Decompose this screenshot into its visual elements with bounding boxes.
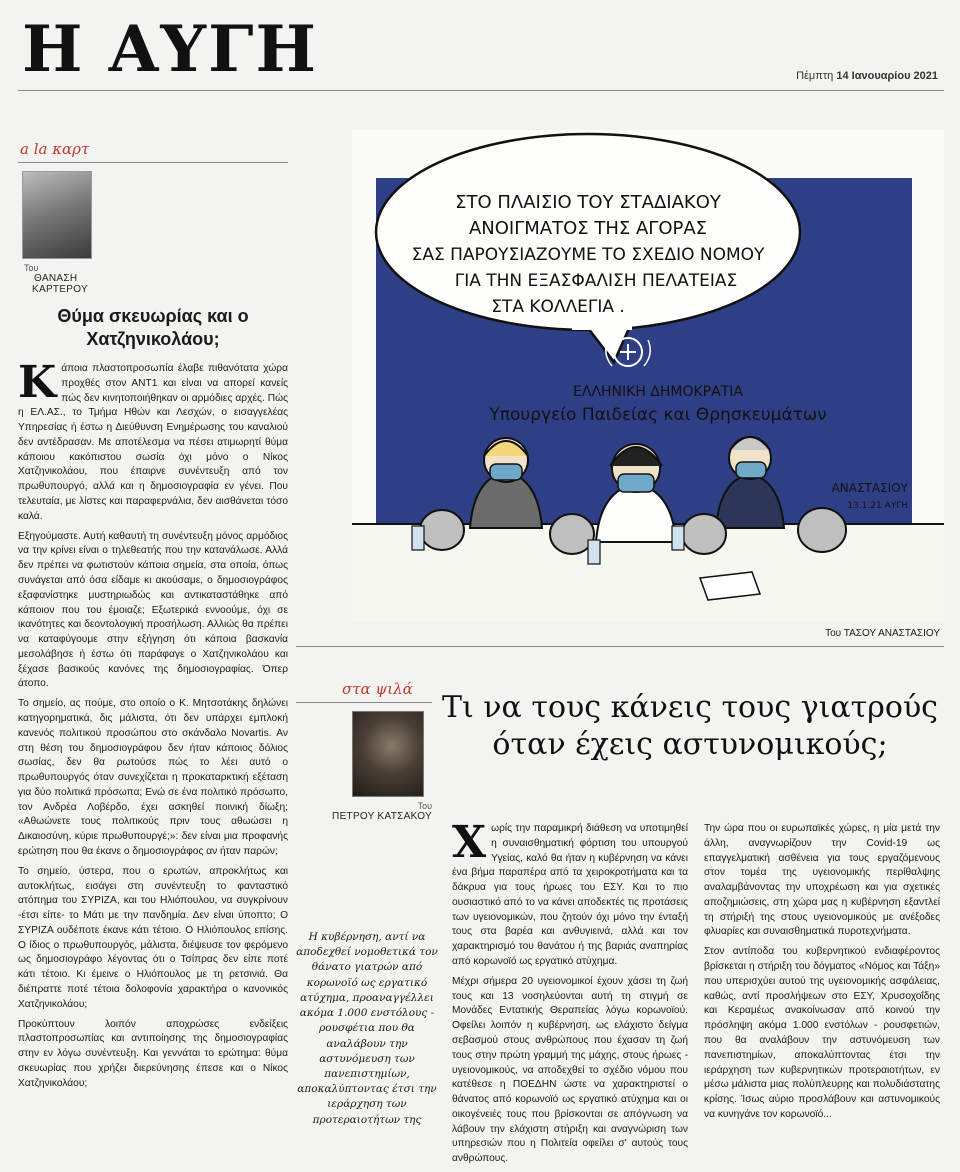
paragraph: Το σημείο, ύστερα, που ο ερωτών, απροκλήτως και αυτοκλήτως, εισάγει στη συνέντευξη το φανταστικό ατόπημα του ΣΥΡΙΖΑ, και του Ηλιόπουλου, να συγκρίνουν -έτσι είπε- το Μάτι με την πανδημία. Δεν είναι ύποπτο; Ο ΣΥΡΙΖΑ ουδέποτε έκανε κάτι τέτοιο. Ο Ηλιόπουλος επίσης. Ο ίδιος ο πρωθυπουργός, μάλιστα, διέψευσε τον φερόμενο ως δημοσιογράφο λέγοντας ότι ο Τσίπρας δεν είπε ποτέ κάτι τέτοιο. Κι έμεινε ο Ηλιόπουλος με τη ρετσινιά. Θα διέπραττε ποτέ τέτοια δολοφονία χαρακτήρα ο κανονικός Χατζηνικολάου; [18, 865, 288, 1010]
cartoon-signature: ΑΝΑΣΤΑΣΙΟΥ [831, 481, 908, 495]
paragraph: Το σημείο, ας πούμε, στο οποίο ο Κ. Μητσοτάκης δηλώνει κατηγορηματικά, δις μάλιστα, ότι δεν υπάρχει εμπλοκή κανενός πολιτικού προσώπου στο σκάνδαλο Novartis. Αν στη θέση του δημοσιογράφου δεν ήταν κάποιος δόλιος σωσίας, δεν θα ρωτούσε πώς το λέει αυτό ο πρωθυπουργός όταν συνεχίζεται η προκαταρκτική εξέταση για δύο πολιτικά πρόσωπα; Ενώ σε ένα πολιτικό πρόσωπο, τον Ανδρέα Λοβέρδο, έχει ασκηθεί ποινική δίωξη; «Αθωώνετε τους πολιτικούς πριν τους αθωώσει η Δικαιοσύνη, κύριε πρωθυπουργέ;»: δεν είναι μια προφανής ερώτηση που θα έκανε ο δημοσιογράφος αν ήταν παρών; [18, 698, 288, 857]
paragraph: Εξηγούμαστε. Αυτή καθαυτή τη συνέντευξη μόνος αρμόδιος να την κρίνει είναι ο τηλεθεατής που την κατανάλωσε. Αλλά δεν πρέπει να φωτιστούν κάποια σημεία, στα οποία, όπως συνάγεται από όσα είδαμε κι ακούσαμε, ο δημοσιογράφος εξαφανίστηκε μυστηριωδώς και αντικαταστάθηκε από κάποιον που του έμοιαζε; Εξωτερικά εννοούμε, όχι σε ικανότητες και δεοντολογική προσήλωση. Αλλιώς θα πρέπει να καταφύγουμε στην εξήγηση ότι κάποια βασκανία μεσολάβησε ή έστω ότι παράφαγε ο Χατζηνικολάου και ξέχασε βασικούς κανόνες της δημοσιογραφίας. Όπερ άτοπο. [18, 530, 288, 690]
cartoon-signature-date: 13.1.21 ΑΥΓΗ [847, 501, 908, 511]
speech-line-1: ΣΤΟ ΠΛΑΙΣΙΟ ΤΟΥ ΣΤΑΔΙΑΚΟΥ [455, 192, 721, 213]
banner-line-1: ΕΛΛΗΝΙΚΗ ΔΗΜΟΚΡΑΤΙΑ [573, 384, 743, 400]
masthead-title: Η ΑΥΓΗ [22, 12, 318, 87]
pull-quote: Η κυβέρνηση, αντί να αποδεχθεί νομοθετικά τον θάνατο γιατρών από κορωνοϊό ως εργατικό ατύχημα, προαναγγέλλει ακόμα 1.000 ενστόλους - ρουσφέτια που θα αναλάβουν την αστυνόμευση των πανεπιστημίων, αποκαλύπτοντας έτσι την ιεράρχηση των προτεραιοτήτων της [296, 931, 438, 1126]
glass-icon [412, 526, 424, 550]
speech-line-2: ΑΝΟΙΓΜΑΤΟΣ ΤΗΣ ΑΓΟΡΑΣ [468, 218, 708, 239]
second-kicker: στα ψιλά [342, 680, 413, 698]
paragraph: Προκύπτουν λοιπόν αποχρώσες ενδείξεις πλαστοπροσωπίας και αντιποίησης της δημοσιογραφίας στην εν λόγω συνέντευξη. Και γεννάται το ερώτημα: θύμα σκευωρίας που χρήζει διερεύνησης έπεσε και ο Νίκος Χατζηνικολάου; [18, 1018, 288, 1089]
dropcap: Χ [452, 817, 487, 868]
banner-line-2: Υπουργείο Παιδείας και Θρησκευμάτων [489, 405, 827, 425]
paragraph: Κάποια πλαστοπροσωπία έλαβε πιθανότατα χώρα προχθές στον ΑΝΤ1 και είναι να απορεί κανείς πώς δεν κινητοποιήθηκαν οι αρμόδιες αρχές. Πώς η ΕΛ.ΑΣ., το Τμήμα Ηθών και Λεσχών, ο εισαγγελέας Υπηρεσίας ή έστω η Διεύθυνση Ενημέρωσης του καναλιού δεν αντέδρασαν. Με αποτέλεσμα να πέσει ατιμωρητί θύμα κάποιου κακόπιστου σωσία όχι μόνο ο Νίκος Χατζηνικολάου, που έπαιρνε συνέντευξη από τον πρωθυπουργό, αλλά και η δημοσιογραφία εν γένει. Που τελευταία, με λίστες και παραφερνάλια, δεν αισθάνεται τόσο καλά. [18, 357, 288, 522]
glass-icon [672, 526, 684, 550]
cartoon-credit [825, 628, 940, 639]
issue-date [796, 70, 938, 82]
author-prefix: Του [24, 263, 39, 273]
second-article-col-1 [452, 817, 688, 1172]
paragraph: Μέχρι σήμερα 20 υγειονομικοί έχουν χάσει τη ζωή τους και 13 νοσηλεύονται αυτή τη στιγμή σε Μονάδες Εντατικής Θεραπείας λόγω κορωνοϊού. Οφείλει λοιπόν η κυβέρνηση, ως ελάχιστο δείγμα σεβασμού στους ανθρώπους που έχασαν τη ζωή τους στην πρώτη γραμμή της μάχης, στους ήρωες - υγειονομικούς, να αποδεχθεί το σχέδιο νόμου που κατέθεσε η ΠΟΕΔΗΝ ώστε να χαρακτηριστεί ο θάνατος από κορωνοϊό ως εργατικό ατύχημα και οι οικογένειές τους που βρίσκονται σε απόγνωση να λάβουν την ελάχιστη στήριξη και αναγνώριση των υπηρεσιών που η Πολιτεία οφείλει σ' αυτούς τους ανθρώπους. [452, 975, 688, 1165]
second-author-block [296, 680, 432, 822]
column-kicker: a la καρτ [20, 140, 90, 158]
second-author-photo [352, 711, 424, 797]
left-column [18, 140, 288, 1097]
mask-icon [490, 464, 522, 480]
dropcap: Κ [18, 357, 57, 408]
paragraph: Στον αντίποδα του κυβερνητικού ενδιαφέροντος βρίσκεται η στήριξη του δόγματος «Νόμος και Τάξη» που υπερισχύει αυτού της υγειονομικής ασφάλειας, καθώς, αντί προσλήψεων στο ΕΣΥ, Χρυσοχοΐδης και Κεραμέως ανακοίνωσαν από κοινού την πρόσληψη ακόμα 1.000 ενστόλων - ρουσφετιών, που θα αναλάβουν την αστυνόμευση των πανεπιστημίων, αποκαλύπτοντας έτσι την ιεράρχηση των κυβερνητικών προτεραιοτήτων, εν μέσω μάλιστα μιας πολύπλευρης και πολυδιάστατης κρίσης. Ίσως αύριο προσλάβουν και αστυνομικούς να κυνηγάνε τον κορωνοϊό... [704, 946, 940, 1120]
author-photo [22, 171, 92, 259]
author-line1: ΘΑΝΑΣΗ [34, 273, 78, 284]
speech-line-3: ΣΑΣ ΠΑΡΟΥΣΙΑΖΟΥΜΕ ΤΟ ΣΧΕΔΙΟ ΝΟΜΟΥ [411, 245, 765, 265]
second-author-name: ΠΕΤΡΟΥ ΚΑΤΣΑΚΟΥ [332, 811, 432, 822]
second-article-col-2 [704, 822, 940, 1128]
second-headline [440, 690, 940, 763]
speech-line-4: ΓΙΑ ΤΗΝ ΕΞΑΣΦΑΛΙΣΗ ΠΕΛΑΤΕΙΑΣ [454, 271, 738, 291]
mask-icon [618, 474, 654, 492]
author-line2: ΚΑΡΤΕΡΟΥ [32, 284, 88, 295]
paragraph: Χωρίς την παραμικρή διάθεση να υποτιμηθεί η συναισθηματική φόρτιση του υπουργού Υγείας, καλό θα ήταν η κυβέρνηση να κάνει ένα βήμα παραπέρα από τα χειροκροτήματα και τα δάκρυα για τους ήρωες του ΕΣΥ. Και το πιο ουσιαστικό από το να κάνει αποδεκτές τις προτάσεις των υγειονομικών, που ζητούν όχι μόνο την ένταξή τους στα βαρέα και ανθυγιεινά, αλλά και τον χαρακτηρισμό του θανάτου ή της βαριάς αναπηρίας από κορωνοϊό ως εργατικό ατύχημα. [452, 817, 688, 968]
section-rule [296, 646, 944, 647]
bubble-tail-join [572, 320, 632, 330]
cartoon-illustration [352, 130, 944, 622]
masthead-rule [18, 90, 944, 91]
headline-line-1: Τι να τους κάνεις τους γιατρούς [442, 690, 938, 725]
credit-prefix: Του [825, 628, 842, 639]
headline-line-2: όταν έχεις αστυνομικούς; [492, 726, 888, 762]
kicker-rule [18, 162, 288, 163]
second-author-prefix: Του [417, 801, 432, 811]
credit-name: ΤΑΣΟΥ ΑΝΑΣΤΑΣΙΟΥ [843, 628, 940, 639]
date-value: 14 Ιανουαρίου 2021 [836, 70, 938, 82]
glass-icon [588, 540, 600, 564]
editorial-cartoon [352, 130, 944, 622]
left-headline: Θύμα σκευωρίας και ο Χατζηνικολάου; [57, 306, 249, 349]
date-weekday: Πέμπτη [796, 70, 834, 82]
speech-line-5: ΣΤΑ ΚΟΛΛΕΓΙΑ . [491, 297, 625, 317]
mask-icon [736, 462, 766, 478]
second-kicker-rule [296, 702, 432, 703]
author-block [18, 171, 288, 259]
left-article-body [18, 357, 288, 1092]
paragraph: Την ώρα που οι ευρωπαϊκές χώρες, η μία μετά την άλλη, αναγνωρίζουν την Covid-19 ως επαγγελματική ασθένεια για τους εργαζόμενους στον τομέα της υγειονομικής περίθαλψης αναλαμβάνοντας την υποχρέωση και για σχετικές αποζημιώσεις, στη χώρα μας η κυβέρνηση εξαντλεί τη στήριξή της στους υγειονομικούς με ανέξοδες φλυαρίες και συναισθηματικά πυροτεχνήματα. [704, 823, 940, 938]
